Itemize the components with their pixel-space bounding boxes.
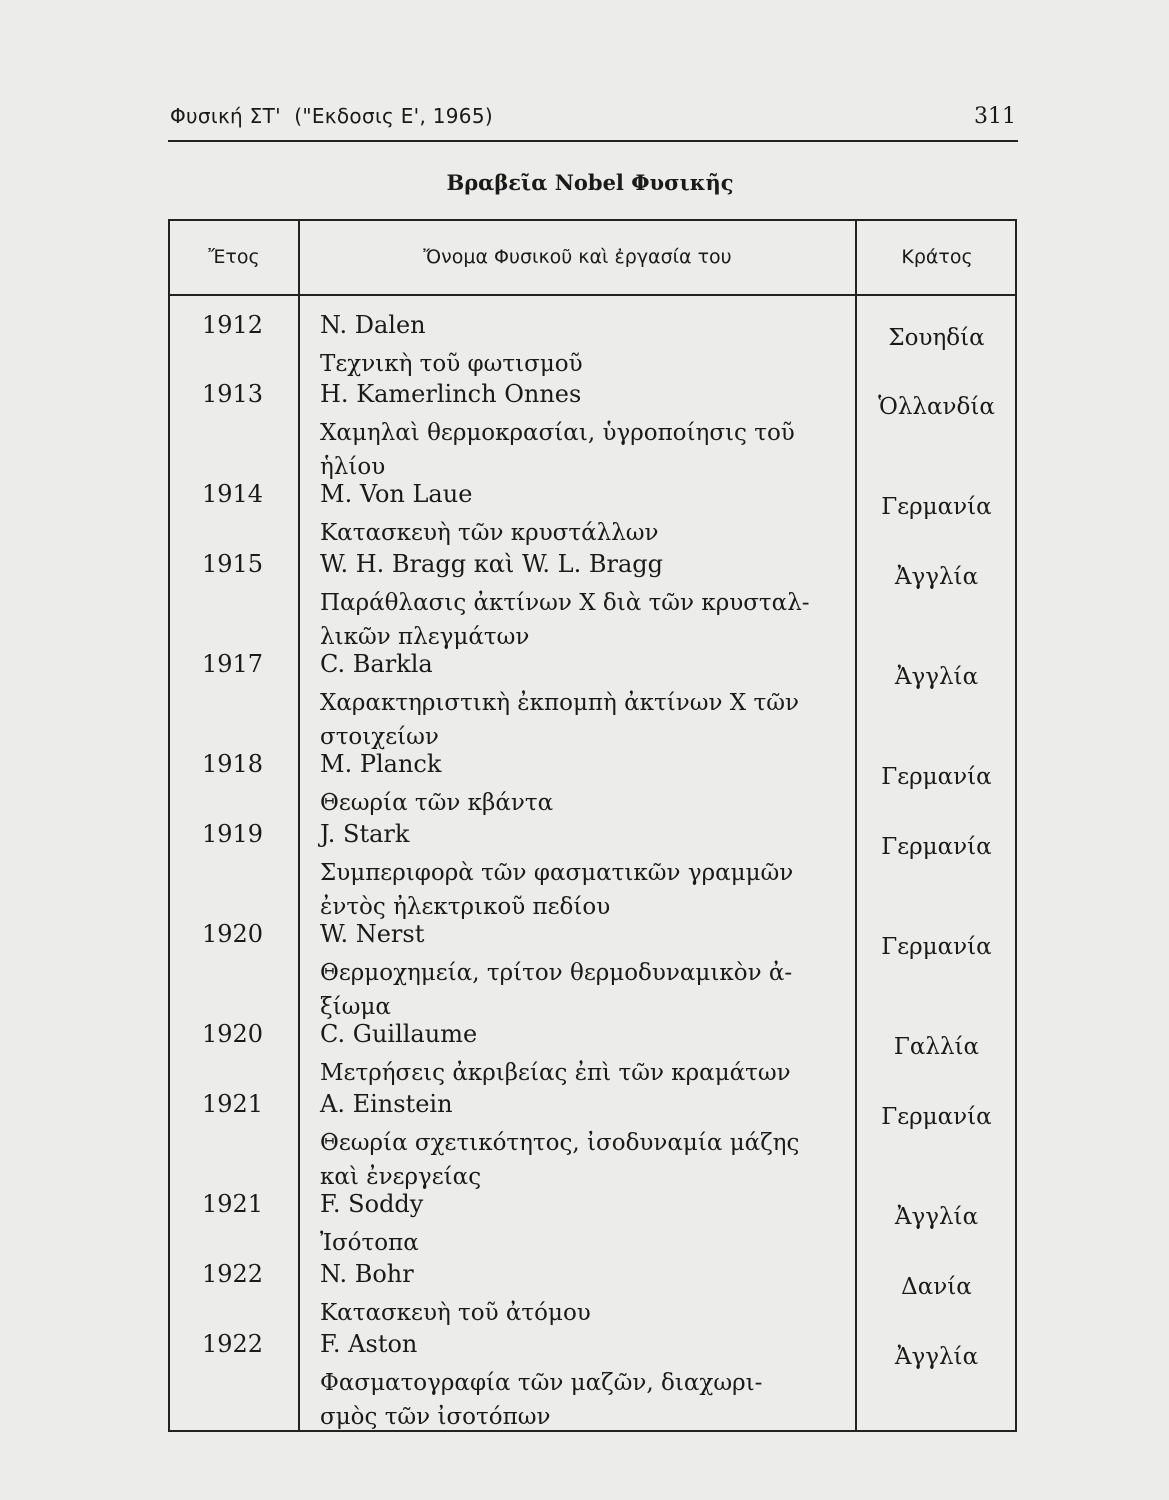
row-work-line: ξίωμα	[320, 994, 391, 1020]
row-country: Γερμανία	[881, 1104, 992, 1130]
row-year: 1917	[202, 650, 264, 678]
row-work-line: καὶ ἐνεργείας	[320, 1164, 482, 1190]
row-work	[320, 1056, 840, 1090]
row-work-line: λικῶν πλεγμάτων	[320, 624, 530, 650]
row-work-line: Χαρακτηριστικὴ ἐκπομπὴ ἀκτίνων X τῶν	[320, 690, 799, 716]
row-laureate: M. Von Laue	[320, 480, 473, 508]
row-work-line: Φασματογραφία τῶν μαζῶν, διαχωρι-	[320, 1370, 763, 1396]
row-work-line: ἐντὸς ἠλεκτρικοῦ πεδίου	[320, 894, 611, 920]
row-work-line: Μετρήσεις ἀκριβείας ἐπὶ τῶν κραμάτων	[320, 1060, 791, 1086]
row-work-line: ἡλίου	[320, 454, 386, 480]
row-work-line: στοιχείων	[320, 724, 439, 750]
row-laureate: N. Dalen	[320, 311, 426, 339]
row-laureate: H. Kamerlinch Onnes	[320, 380, 582, 408]
row-country: Ἀγγλία	[894, 1344, 979, 1370]
page-header	[168, 104, 1018, 138]
column-divider-2	[855, 221, 857, 1430]
row-work	[320, 416, 840, 484]
edition-note: ("Εκδοσις Ε', 1965)	[294, 104, 493, 128]
row-country: Ἀγγλία	[894, 564, 979, 590]
row-country: Ἀγγλία	[894, 664, 979, 690]
row-country: Σουηδία	[888, 325, 985, 351]
row-work	[320, 586, 840, 654]
row-work-line: Τεχνικὴ τοῦ φωτισμοῦ	[320, 351, 583, 377]
row-laureate: F. Soddy	[320, 1190, 424, 1218]
row-laureate: C. Barkla	[320, 650, 433, 678]
row-country: Γερμανία	[881, 764, 992, 790]
column-divider-1	[298, 221, 300, 1430]
row-year: 1922	[202, 1330, 264, 1358]
row-work	[320, 1226, 840, 1260]
row-year: 1920	[202, 920, 264, 948]
row-laureate: F. Aston	[320, 1330, 418, 1358]
row-country: Δανία	[901, 1274, 972, 1300]
row-laureate: W. Nerst	[320, 920, 425, 948]
row-year: 1912	[202, 311, 264, 339]
row-country: Γαλλία	[893, 1034, 980, 1060]
row-laureate: A. Einstein	[320, 1090, 453, 1118]
row-year: 1914	[202, 480, 264, 508]
column-header-year: Ἔτος	[208, 246, 260, 268]
row-year: 1915	[202, 550, 264, 578]
row-work-line: Κατασκευὴ τοῦ ἀτόμου	[320, 1300, 591, 1326]
row-work	[320, 686, 840, 754]
header-rule	[168, 140, 1018, 142]
row-laureate: W. H. Bragg καὶ W. L. Bragg	[320, 550, 664, 578]
row-work-line: σμὸς τῶν ἰσοτόπων	[320, 1404, 551, 1430]
column-header-name: Ὄνομα Φυσικοῦ καὶ ἐργασία του	[423, 246, 732, 268]
row-work	[320, 516, 840, 550]
row-country: Γερμανία	[881, 494, 992, 520]
row-work	[320, 1366, 840, 1434]
row-work-line: Κατασκευὴ τῶν κρυστάλλων	[320, 520, 659, 546]
nobel-table	[168, 219, 1017, 1432]
row-country: Ἀγγλία	[894, 1204, 979, 1230]
row-country: Ὁλλανδία	[878, 394, 995, 420]
header-divider	[170, 294, 1015, 296]
row-work-line: Συμπεριφορὰ τῶν φασματικῶν γραμμῶν	[320, 860, 794, 886]
row-year: 1922	[202, 1260, 264, 1288]
row-work-line: Θερμοχημεία, τρίτον θερμοδυναμικὸν ἀ-	[320, 960, 793, 986]
row-laureate: M. Planck	[320, 750, 442, 778]
row-year: 1921	[202, 1090, 264, 1118]
row-country: Γερμανία	[881, 834, 992, 860]
row-work-line: Θεωρία τῶν κβάντα	[320, 790, 554, 816]
row-year: 1918	[202, 750, 264, 778]
row-work-line: Παράθλασις ἀκτίνων X διὰ τῶν κρυσταλ-	[320, 590, 810, 616]
table-title: Βραβεῖα Nobel Φυσικῆς	[446, 170, 734, 195]
row-laureate: N. Bohr	[320, 1260, 414, 1288]
row-laureate: C. Guillaume	[320, 1020, 478, 1048]
row-work-line: Θεωρία σχετικότητος, ἰσοδυναμία μάζης	[320, 1130, 800, 1156]
row-work	[320, 956, 840, 1024]
row-year: 1920	[202, 1020, 264, 1048]
row-laureate: J. Stark	[320, 820, 410, 848]
row-year: 1919	[202, 820, 264, 848]
row-work-line: Ἰσότοπα	[320, 1230, 419, 1256]
row-work-line: Χαμηλαὶ θερμοκρασίαι, ὑγροποίησις τοῦ	[320, 420, 795, 446]
page-number: 311	[974, 104, 1016, 129]
row-year: 1913	[202, 380, 264, 408]
row-year: 1921	[202, 1190, 264, 1218]
row-work	[320, 1126, 840, 1194]
row-country: Γερμανία	[881, 934, 992, 960]
row-work	[320, 786, 840, 820]
running-head	[170, 104, 493, 128]
column-header-country: Κράτος	[901, 246, 973, 268]
book-title: Φυσική ΣΤ'	[170, 104, 281, 128]
row-work	[320, 1296, 840, 1330]
row-work	[320, 856, 840, 924]
row-work	[320, 347, 840, 381]
